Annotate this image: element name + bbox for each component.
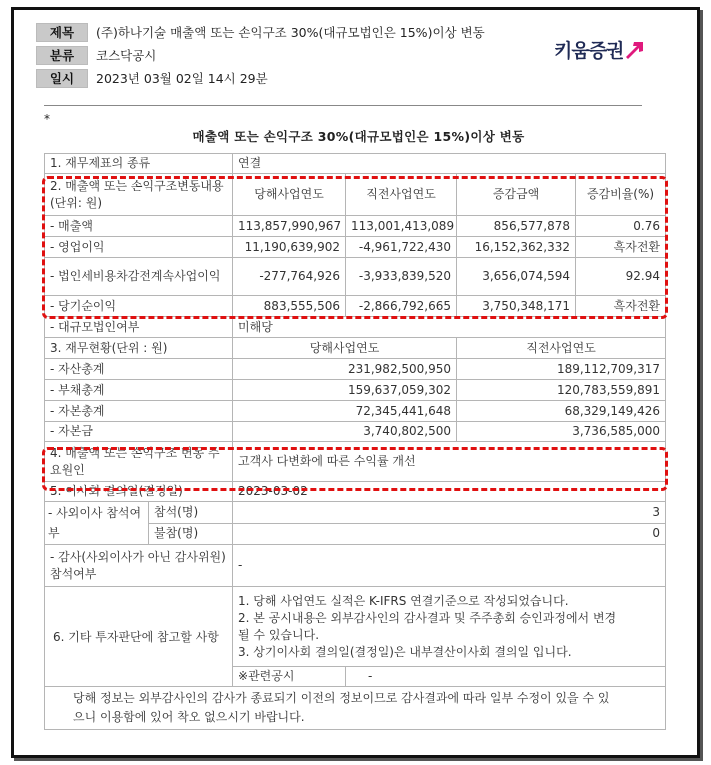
s6-label: 6. 기타 투자판단에 참고할 사항 [45, 587, 233, 687]
datetime-value: 2023년 03월 02일 14시 29분 [96, 71, 268, 86]
logo-text: 키움증권 [554, 40, 624, 62]
disclosure-header [36, 22, 485, 91]
s2-header-previous: 직전사업연도 [346, 174, 457, 216]
cell-value: -2,866,792,665 [346, 296, 457, 317]
footer-notice [45, 687, 666, 730]
attend-value: 3 [233, 502, 666, 524]
s3-label: 3. 재무현황(단위 : 원) [45, 338, 233, 359]
s4-value: 고객사 다변화에 따른 수익률 개선 [233, 442, 666, 482]
kiwoom-logo [554, 36, 646, 63]
cell-value: 68,329,149,426 [457, 401, 666, 422]
s2-header-current: 당해사업연도 [233, 174, 346, 216]
auditor-label: - 감사(사외이사가 아닌 감사위원)참석여부 [45, 545, 233, 587]
cell-value: 11,190,639,902 [233, 237, 346, 258]
s2-header-change: 증감금액 [457, 174, 576, 216]
subject-label: 제목 [36, 23, 88, 42]
related-value: - [346, 667, 666, 687]
cell-value: 883,555,506 [233, 296, 346, 317]
table-row [45, 174, 666, 216]
s5-label: 5. 이사회 결의일(결정일) [45, 482, 233, 502]
cell-value: 3,736,585,000 [457, 422, 666, 442]
header-divider [44, 105, 642, 106]
s4-label: 4. 매출액 또는 손익구조 변동 주요원인 [45, 442, 233, 482]
footer-line: 으니 이용함에 있어 착오 없으시기 바랍니다. [73, 710, 305, 724]
cell-value: 16,152,362,332 [457, 237, 576, 258]
s3-header-current: 당해사업연도 [233, 338, 457, 359]
subject-row [36, 22, 485, 42]
large-corp-label: - 대규모법인여부 [45, 317, 233, 338]
table-row [45, 422, 666, 442]
table-row [45, 502, 666, 524]
cell-value: 3,740,802,500 [233, 422, 457, 442]
cell-value: 856,577,878 [457, 216, 576, 237]
asterisk-mark: * [44, 112, 50, 126]
s1-label: 1. 재무제표의 종류 [45, 154, 233, 174]
cell-value: 113,001,413,089 [346, 216, 457, 237]
row-label: - 부채총계 [45, 380, 233, 401]
table-row [45, 545, 666, 587]
table-row [45, 587, 666, 667]
subject-value: (주)하나기술 매출액 또는 손익구조 30%(대규모법인은 15%)이상 변동 [96, 25, 485, 40]
related-label: ※관련공시 [233, 667, 346, 687]
attend-label: 참석(명) [149, 502, 233, 524]
category-row [36, 45, 485, 65]
auditor-value: - [233, 545, 666, 587]
s2-header-rate: 증감비율(%) [576, 174, 666, 216]
document-title: 매출액 또는 손익구조 30%(대규모법인은 15%)이상 변동 [192, 129, 525, 144]
absent-label: 불참(명) [149, 523, 233, 545]
s1-value: 연결 [233, 154, 666, 174]
cell-value: 120,783,559,891 [457, 380, 666, 401]
note-line: 3. 상기이사회 결의일(결정일)은 내부결산이사회 결의일 입니다. [238, 644, 572, 659]
table-row [45, 401, 666, 422]
s6-notes [233, 587, 666, 667]
large-corp-value: 미해당 [233, 317, 666, 338]
disclosure-table [44, 153, 666, 730]
row-label: - 매출액 [45, 216, 233, 237]
table-row [45, 359, 666, 380]
cell-value: 231,982,500,950 [233, 359, 457, 380]
cell-value: 159,637,059,302 [233, 380, 457, 401]
s5-value: 2023-03-02 [233, 482, 666, 502]
note-line: 될 수 있습니다. [238, 627, 320, 642]
cell-value: -277,764,926 [233, 258, 346, 296]
row-label: - 법인세비용차감전계속사업이익 [45, 258, 233, 296]
note-line: 1. 당해 사업연도 실적은 K-IFRS 연결기준으로 작성되었습니다. [238, 593, 569, 608]
row-label: - 자산총계 [45, 359, 233, 380]
cell-value: 113,857,990,967 [233, 216, 346, 237]
outside-director-label: - 사외이사 참석여부 [45, 502, 149, 545]
category-value: 코스닥공시 [96, 48, 157, 63]
row-label: - 영업이익 [45, 237, 233, 258]
footer-line: 당해 정보는 외부감사인의 감사가 종료되기 이전의 정보이므로 감사결과에 따라 일부 수정이 있을 수 있 [73, 691, 610, 705]
cell-value: 흑자전환 [576, 237, 666, 258]
cell-value: -3,933,839,520 [346, 258, 457, 296]
cell-value: 3,750,348,171 [457, 296, 576, 317]
row-label: - 자본금 [45, 422, 233, 442]
table-row [45, 258, 666, 296]
table-row [45, 317, 666, 338]
table-row [45, 338, 666, 359]
table-row [45, 380, 666, 401]
s2-label: 2. 매출액 또는 손익구조변동내용(단위: 원) [45, 174, 233, 216]
table-row [45, 442, 666, 482]
datetime-label: 일시 [36, 69, 88, 88]
table-row [45, 296, 666, 317]
row-label: - 당기순이익 [45, 296, 233, 317]
cell-value: 189,112,709,317 [457, 359, 666, 380]
cell-value: 흑자전환 [576, 296, 666, 317]
table-row [45, 154, 666, 174]
table-row [45, 237, 666, 258]
absent-value: 0 [233, 523, 666, 545]
row-label: - 자본총계 [45, 401, 233, 422]
cell-value: 0.76 [576, 216, 666, 237]
cell-value: -4,961,722,430 [346, 237, 457, 258]
table-row [45, 687, 666, 730]
category-label: 분류 [36, 46, 88, 65]
cell-value: 72,345,441,648 [233, 401, 457, 422]
cell-value: 92.94 [576, 258, 666, 296]
datetime-row [36, 68, 485, 88]
arrow-up-right-icon [624, 39, 646, 61]
document-frame [11, 7, 700, 758]
cell-value: 3,656,074,594 [457, 258, 576, 296]
table-row [45, 216, 666, 237]
table-row [45, 482, 666, 502]
note-line: 2. 본 공시내용은 외부감사인의 감사결과 및 주주총회 승인과정에서 변경 [238, 610, 617, 625]
s3-header-previous: 직전사업연도 [457, 338, 666, 359]
